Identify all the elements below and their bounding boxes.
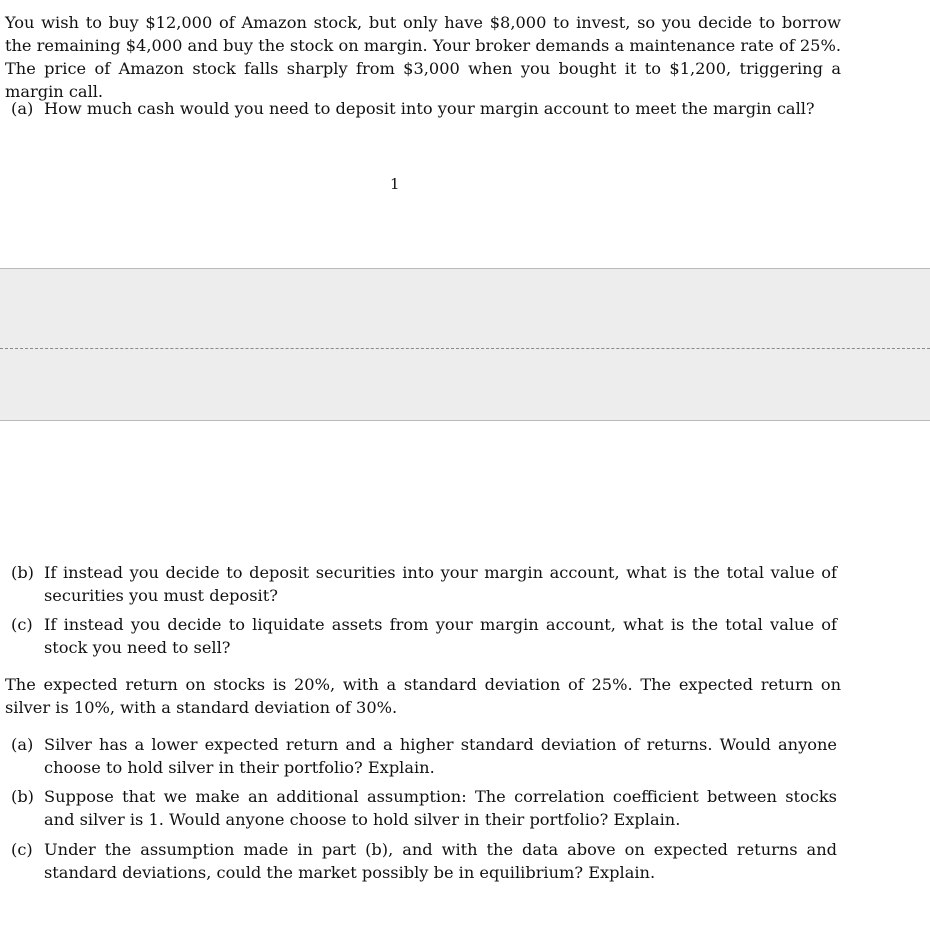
page-number: 1 xyxy=(390,175,400,193)
part-text: If instead you decide to liquidate assets from your margin account, what is the total value of stock you need to sell? xyxy=(44,615,837,657)
problem-1-part-c xyxy=(11,613,837,659)
part-text: If instead you decide to deposit securities into your margin account, what is the total value of securities you must deposit? xyxy=(44,563,837,605)
part-label: (b) xyxy=(11,563,34,582)
part-text: Under the assumption made in part (b), and with the data above on expected returns and standard deviations, could the market possibly be in equilibrium? Explain. xyxy=(44,840,837,882)
problem-2-part-a xyxy=(11,733,837,779)
part-label: (b) xyxy=(11,787,34,806)
part-label: (c) xyxy=(11,615,33,634)
problem-1-part-b xyxy=(11,561,837,607)
problem-2-intro: The expected return on stocks is 20%, with a standard deviation of 25%. The expected return on silver is 10%, with a standard deviation of 30%. xyxy=(5,675,841,717)
part-label: (a) xyxy=(11,735,34,754)
page-break-separator xyxy=(0,268,930,421)
problem-2-part-c xyxy=(11,838,837,884)
problem-2-part-b xyxy=(11,785,837,831)
part-text: How much cash would you need to deposit into your margin account to meet the margin call? xyxy=(44,99,815,118)
page-break-dashed-line xyxy=(0,348,930,349)
problem-1-intro: You wish to buy $12,000 of Amazon stock, but only have $8,000 to invest, so you decide to borrow the remaining $4,000 and buy the stock on margin. Your broker demands a maintenance rate of 25%. The price of Amazon stock falls sharply from $3,000 when you bought it to $1,200, triggering a margin call. xyxy=(5,13,841,101)
problem-1-part-a xyxy=(11,97,837,120)
part-text: Suppose that we make an additional assumption: The correlation coefficient between stocks and silver is 1. Would anyone choose to hold silver in their portfolio? Explain. xyxy=(44,787,837,829)
part-text: Silver has a lower expected return and a higher standard deviation of returns. Would anyone choose to hold silver in their portfolio? Explain. xyxy=(44,735,837,777)
part-label: (a) xyxy=(11,99,34,118)
part-label: (c) xyxy=(11,840,33,859)
